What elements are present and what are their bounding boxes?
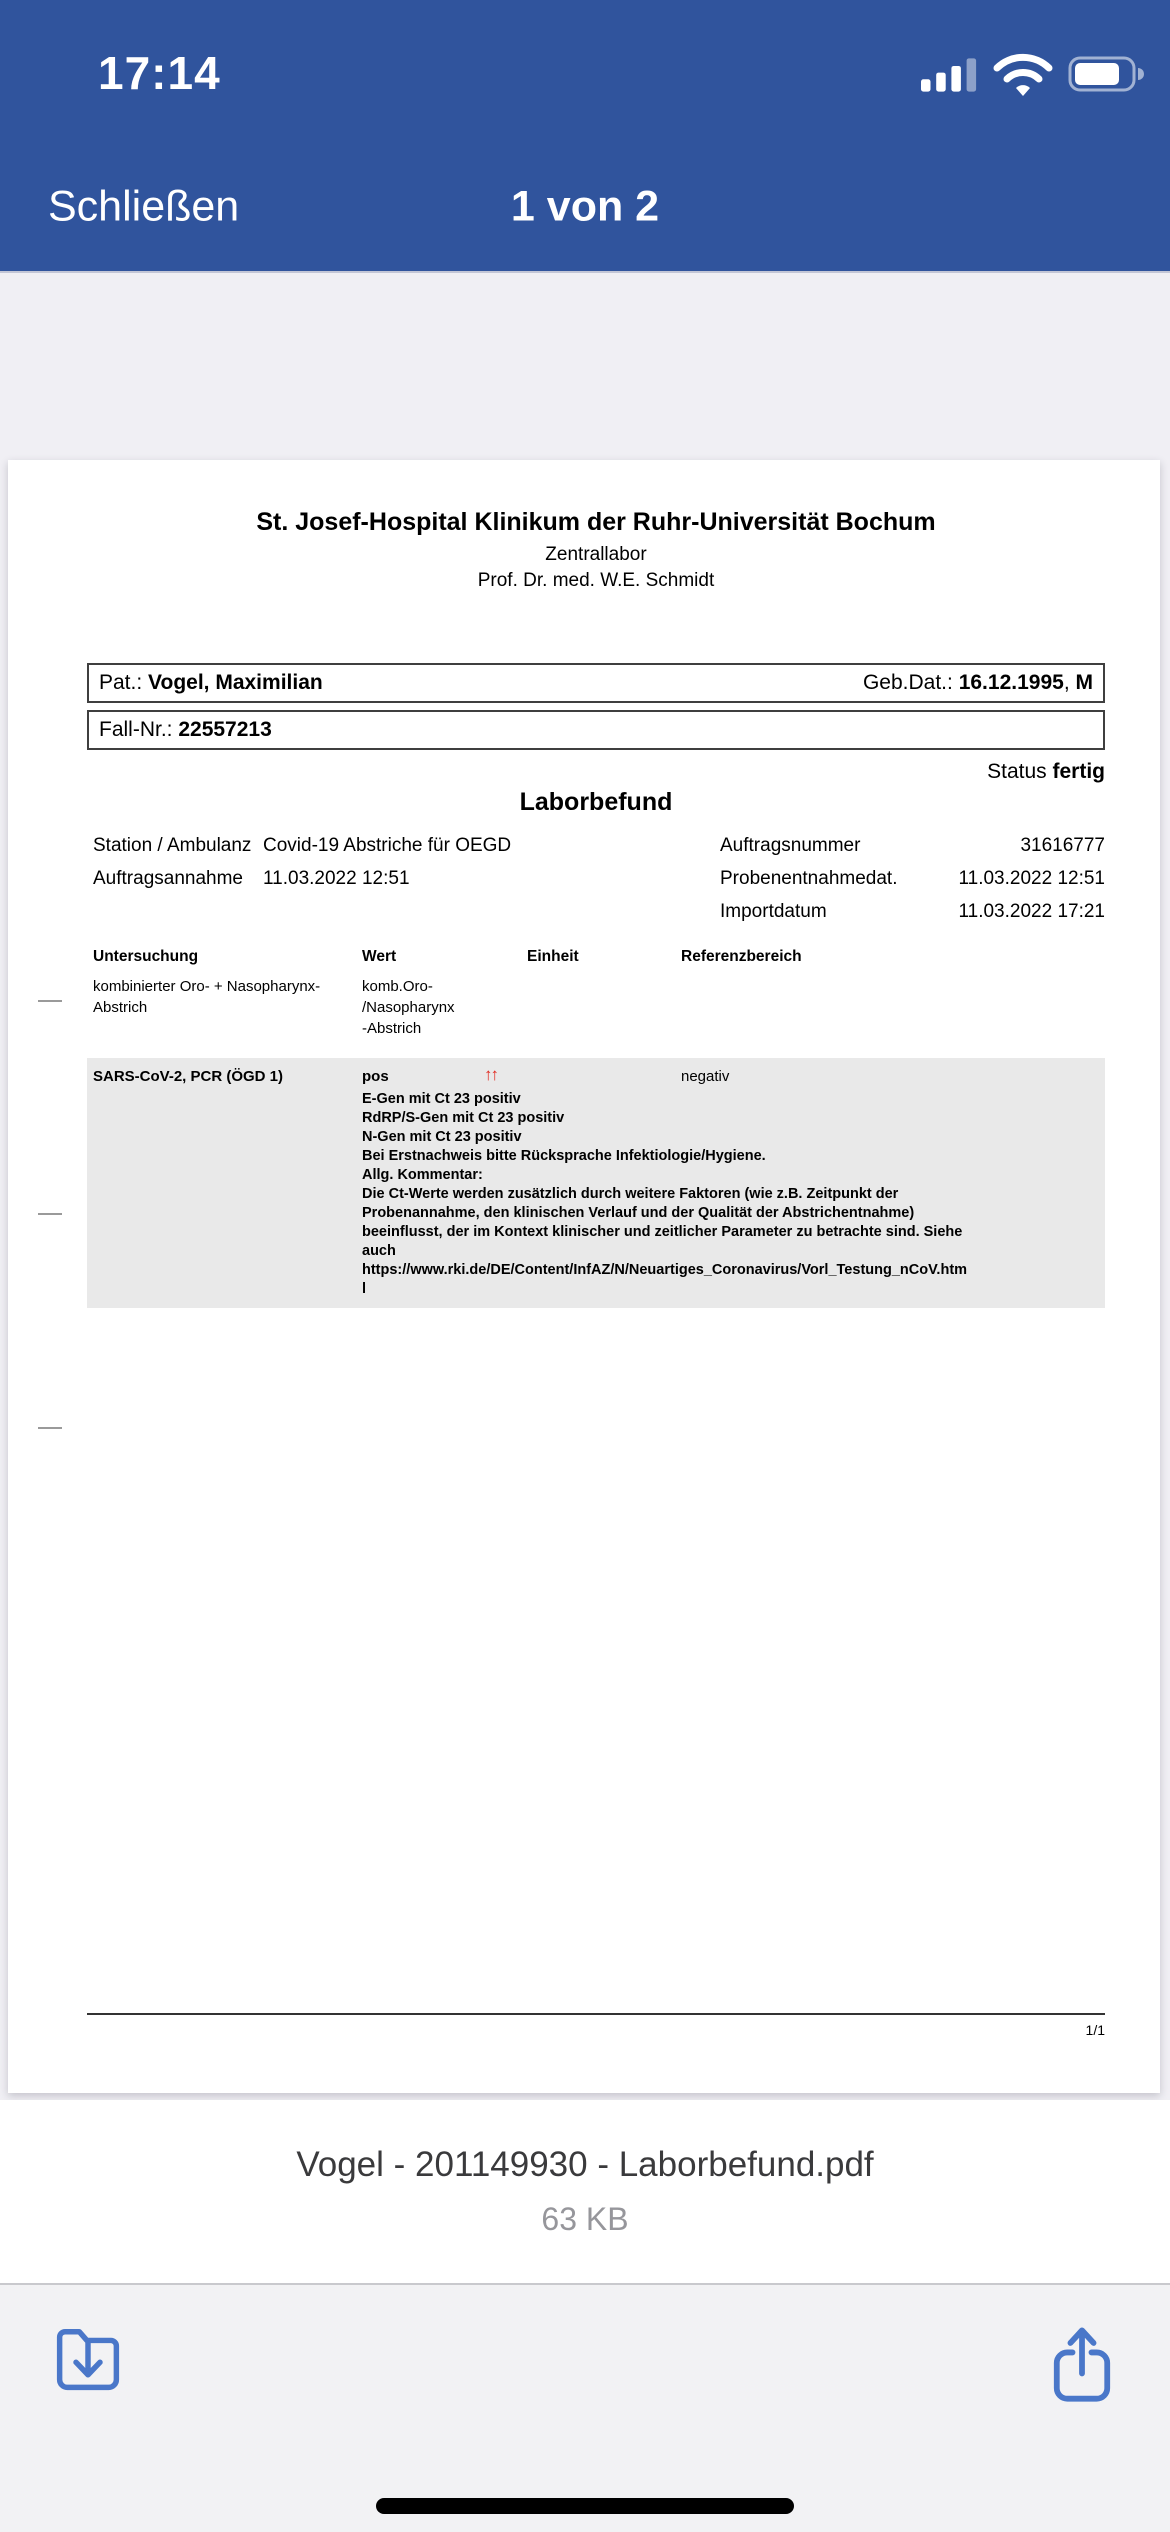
wifi-icon (992, 52, 1054, 96)
pdf-preview-area[interactable] (0, 273, 1170, 2100)
order-details (87, 835, 1105, 934)
battery-icon (1068, 56, 1146, 92)
report-title: Laborbefund (519, 788, 673, 816)
page-indicator: 1 von 2 (510, 182, 660, 230)
file-info-section (0, 2100, 1170, 2283)
birthdate-value: 16.12.1995 (958, 671, 1064, 694)
case-group (99, 718, 272, 742)
test-value (362, 976, 455, 1039)
patient-box (87, 663, 1105, 703)
status-value: fertig (1052, 760, 1105, 783)
case-number-box (87, 710, 1105, 750)
test-name-line: Abstrich (93, 999, 148, 1016)
status-label: Status (987, 760, 1047, 783)
table-row-highlighted (87, 1058, 1105, 1308)
header-bar (0, 0, 1170, 273)
fold-mark (38, 1427, 62, 1429)
col-referenzbereich: Referenzbereich (681, 948, 802, 965)
comment-line: Probenannahme, den klinischen Verlauf und der Qualität der Abstrichentnahme) (362, 1205, 915, 1221)
result-value: pos (362, 1068, 389, 1085)
home-indicator[interactable] (376, 2498, 794, 2514)
order-number-label: Auftragsnummer (720, 835, 861, 856)
acceptance-value: 11.03.2022 12:51 (263, 868, 410, 889)
comment-line: https://www.rki.de/DE/Content/InfAZ/N/Neuartiges_Coronavirus/Vorl_Testung_nCoV.htm (362, 1262, 968, 1278)
cellular-signal-icon (921, 57, 978, 92)
share-button[interactable] (1044, 2323, 1120, 2407)
station-label: Station / Ambulanz (93, 835, 252, 856)
file-name: Vogel - 201149930 - Laborbefund.pdf (296, 2145, 874, 2184)
footer-divider (87, 2013, 1105, 2015)
col-wert: Wert (362, 948, 397, 965)
file-size: 63 KB (541, 2201, 629, 2237)
fold-mark (38, 1000, 62, 1002)
reference-range: negativ (681, 1068, 730, 1085)
navigation-bar (0, 140, 1170, 273)
comment-line: Bei Erstnachweis bitte Rücksprache Infektiologie/Hygiene. (362, 1148, 766, 1164)
case-number: 22557213 (178, 718, 272, 741)
comment-line: Allg. Kommentar: (362, 1167, 483, 1183)
double-up-arrow-flag: ↑↑ (484, 1065, 497, 1084)
case-label: Fall-Nr.: (99, 718, 173, 741)
separator: , (1063, 671, 1070, 694)
patient-label: Pat.: (99, 671, 143, 694)
comment-line: beeinflusst, der im Kontext klinischer und zeitlicher Parameter zu betrachte sind. Siehe (362, 1224, 963, 1240)
comment-line: E-Gen mit Ct 23 positiv (362, 1091, 521, 1107)
col-einheit: Einheit (527, 948, 579, 965)
col-untersuchung: Untersuchung (93, 948, 199, 965)
share-icon (1050, 2323, 1114, 2405)
comment-line: auch (362, 1243, 396, 1259)
comment-line: Die Ct-Werte werden zusätzlich durch weitere Faktoren (wie z.B. Zeitpunkt der (362, 1186, 899, 1202)
test-name: SARS-CoV-2, PCR (ÖGD 1) (93, 1068, 284, 1085)
download-to-folder-icon (53, 2323, 123, 2395)
sample-date-value: 11.03.2022 12:51 (958, 868, 1105, 889)
lab-results-table (87, 948, 1105, 1308)
hospital-name: St. Josef-Hospital Klinikum der Ruhr-Universität Bochum (256, 508, 936, 536)
station-value: Covid-19 Abstriche für OEGD (263, 835, 512, 856)
birthdate-label: Geb.Dat.: (862, 671, 953, 694)
details-row (87, 901, 1105, 934)
status-icons (921, 52, 1146, 96)
close-button[interactable]: Schließen (48, 182, 240, 230)
document-page-number: 1/1 (1085, 2022, 1105, 2038)
fold-mark (38, 1213, 62, 1215)
details-row (87, 868, 1105, 901)
import-date-value: 11.03.2022 17:21 (958, 901, 1105, 922)
sample-date-label: Probenentnahmedat. (720, 868, 898, 889)
comment-line: N-Gen mit Ct 23 positiv (362, 1129, 522, 1145)
birth-group (863, 671, 1093, 695)
test-value-line: /Nasopharynx (362, 999, 455, 1016)
bottom-toolbar (0, 2283, 1170, 2532)
test-name-line: kombinierter Oro- + Nasopharynx- (93, 978, 321, 995)
pdf-page (8, 460, 1160, 2093)
sex-value: M (1075, 671, 1093, 694)
test-value-line: -Abstrich (362, 1020, 422, 1037)
download-button[interactable] (50, 2323, 126, 2407)
acceptance-label: Auftragsannahme (93, 868, 243, 889)
result-line (87, 1065, 1105, 1090)
test-value-line: komb.Oro- (362, 978, 433, 995)
department: Zentrallabor (545, 544, 647, 565)
test-name (93, 976, 353, 1018)
details-row (87, 835, 1105, 868)
order-number-value: 31616777 (1020, 835, 1105, 856)
comment-line: RdRP/S-Gen mit Ct 23 positiv (362, 1110, 565, 1126)
table-header (87, 948, 1105, 976)
table-row (87, 976, 1105, 1058)
patient-name: Vogel, Maximilian (148, 671, 323, 694)
patient-name-group (99, 671, 323, 695)
comment-line: l (362, 1281, 367, 1297)
status-bar (0, 0, 1170, 140)
report-status (87, 760, 1105, 784)
import-date-label: Importdatum (720, 901, 827, 922)
director: Prof. Dr. med. W.E. Schmidt (477, 570, 715, 591)
document-header (87, 508, 1105, 592)
clock: 17:14 (98, 47, 221, 99)
result-comments (362, 1090, 1062, 1299)
